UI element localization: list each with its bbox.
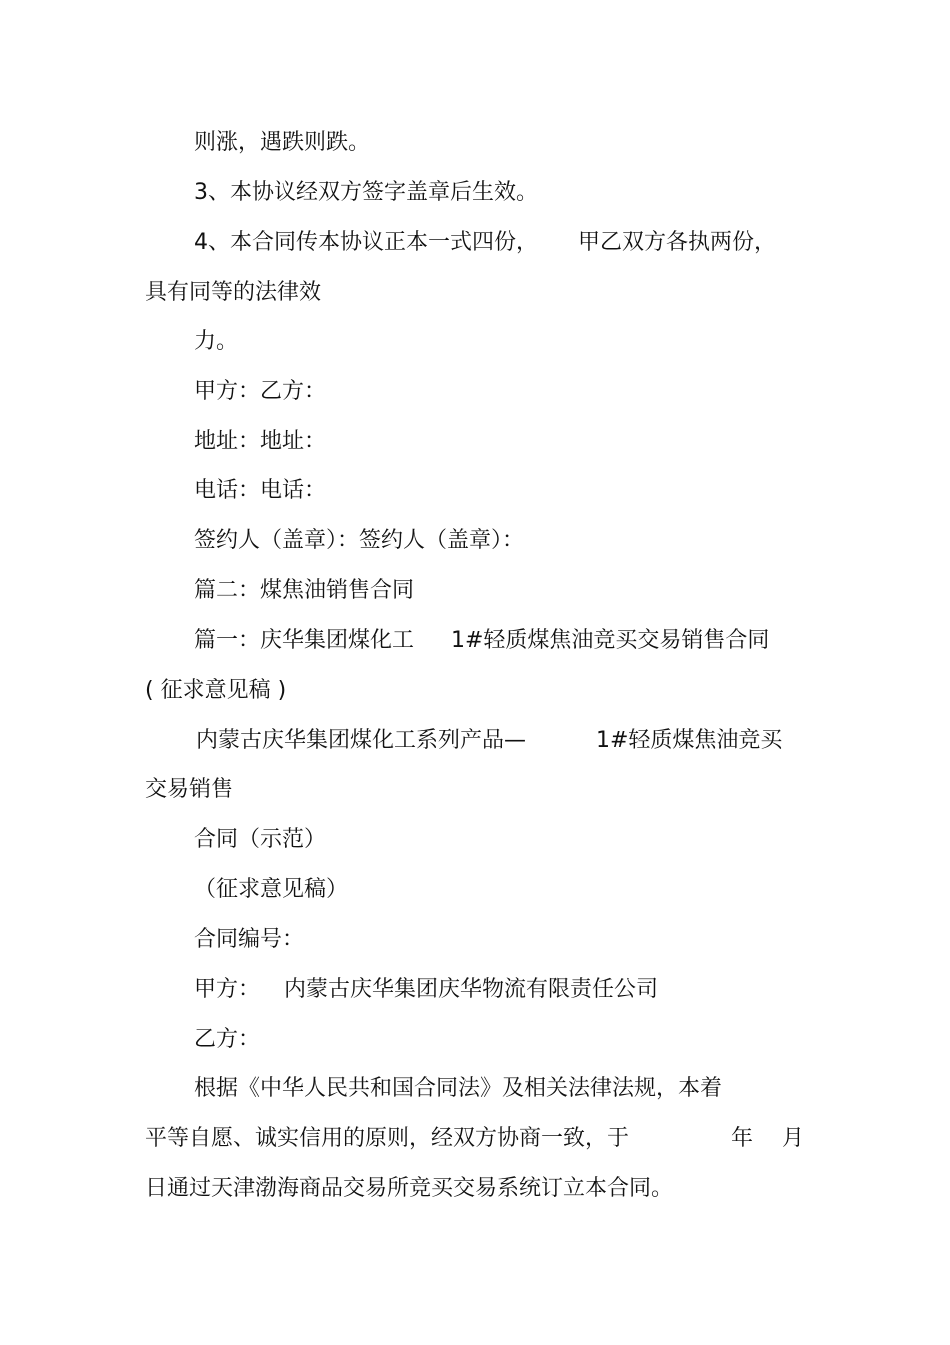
text-segment: 平等自愿、诚实信用的原则，经双方协商一致，于: [145, 1126, 630, 1151]
text-line: [194, 627, 794, 655]
text-segment: 甲乙双方各执两份，: [578, 230, 777, 255]
text-segment: 月: [782, 1126, 805, 1151]
text-line: 则涨，遇跌则跌。: [194, 130, 371, 155]
text-segment: 4、本合同传本协议正本一式四份，: [194, 230, 538, 255]
text-line: 3、本协议经双方签字盖章后生效。: [194, 180, 538, 205]
text-line: [196, 727, 816, 755]
text-segment: 内蒙古庆华集团煤化工系列产品—: [196, 728, 527, 753]
text-line: 合同（示范）: [194, 827, 327, 852]
text-line: 地址：地址：: [194, 429, 327, 454]
text-line: 合同编号：: [194, 927, 305, 952]
text-line: 电话：电话：: [194, 478, 327, 503]
text-line: ( 征求意见稿 ): [145, 678, 287, 703]
text-line: 交易销售: [145, 777, 234, 802]
text-line: [145, 1125, 815, 1153]
text-line: 根据《中华人民共和国合同法》及相关法律法规，本着: [194, 1076, 723, 1101]
text-line: [194, 976, 714, 1004]
text-line: （征求意见稿）: [194, 877, 349, 902]
text-line: 甲方：乙方：: [194, 379, 327, 404]
text-line: 力。: [194, 329, 239, 354]
text-line: 签约人（盖章）：签约人（盖章）：: [194, 528, 525, 553]
text-line: [194, 229, 794, 257]
text-segment: 甲方：: [194, 977, 261, 1002]
section-heading: 篇二：煤焦油销售合同: [194, 578, 415, 603]
text-segment: 1#轻质煤焦油竞买交易销售合同: [451, 628, 770, 653]
text-line: 乙方：: [194, 1027, 261, 1052]
text-segment: 内蒙古庆华集团庆华物流有限责任公司: [284, 977, 659, 1002]
text-line: 具有同等的法律效: [145, 280, 322, 305]
text-segment: 篇一：庆华集团煤化工: [194, 628, 415, 653]
text-segment: 年: [731, 1126, 754, 1151]
text-line: 日通过天津渤海商品交易所竞买交易系统订立本合同。: [145, 1176, 674, 1201]
text-segment: 1#轻质煤焦油竞买: [596, 728, 783, 753]
